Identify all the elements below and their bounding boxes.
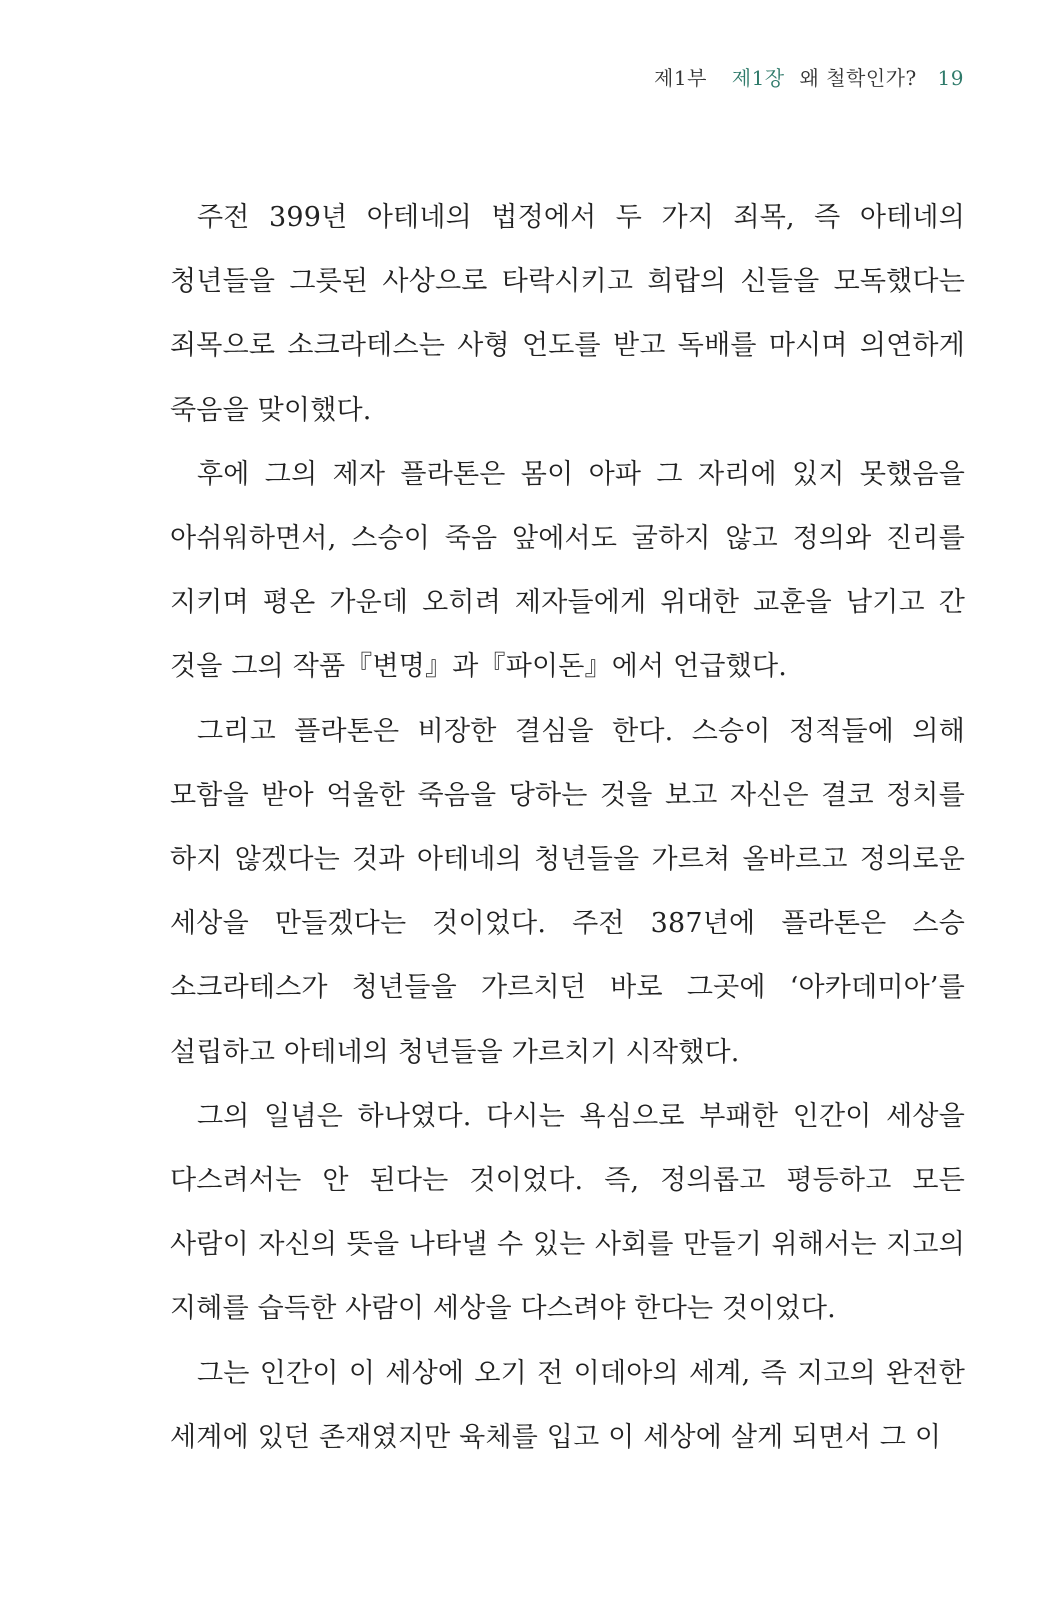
paragraph-1: 주전 399년 아테네의 법정에서 두 가지 죄목, 즉 아테네의 청년들을 그릇된 사상으로 타락시키고 희랍의 신들을 모독했다는 죄목으로 소크라테스는 사형 언도를 받고 독배를 마시며 의연하게 죽음을 맞이했다. <box>170 202 965 426</box>
chapter-title: 왜 철학인가? <box>799 66 917 90</box>
running-header <box>654 62 964 91</box>
paragraph-4: 그의 일념은 하나였다. 다시는 욕심으로 부패한 인간이 세상을 다스려서는 안 된다는 것이었다. 즉, 정의롭고 평등하고 모든 사람이 자신의 뜻을 나타낼 수 있는 사회를 만들기 위해서는 지고의 지혜를 습득한 사람이 세상을 다스려야 한다는 것이었다. <box>170 1100 965 1325</box>
paragraph-5: 그는 인간이 이 세상에 오기 전 이데아의 세계, 즉 지고의 완전한 세계에 있던 존재였지만 육체를 입고 이 세상에 살게 되면서 그 이 <box>170 1357 965 1453</box>
chapter-label: 제1장 <box>731 66 785 90</box>
page-number: 19 <box>937 66 964 90</box>
paragraph-3: 그리고 플라톤은 비장한 결심을 한다. 스승이 정적들에 의해 모함을 받아 억울한 죽음을 당하는 것을 보고 자신은 결코 정치를 하지 않겠다는 것과 아테네의 청년들을 가르쳐 올바르고 정의로운 세상을 만들겠다는 것이었다. 주전 387년에 플라톤은 스승 소크라테스가 청년들을 가르치던 바로 그곳에 ‘아카데미아’를 설립하고 아테네의 청년들을 가르치기 시작했다. <box>170 715 965 1068</box>
part-label: 제1부 <box>654 66 707 90</box>
paragraph-2: 후에 그의 제자 플라톤은 몸이 아파 그 자리에 있지 못했음을 아쉬워하면서, 스승이 죽음 앞에서도 굴하지 않고 정의와 진리를 지키며 평온 가운데 오히려 제자들에게 위대한 교훈을 남기고 간 것을 그의 작품『변명』과『파이돈』에서 언급했다. <box>170 458 965 683</box>
body-text <box>170 186 965 1470</box>
